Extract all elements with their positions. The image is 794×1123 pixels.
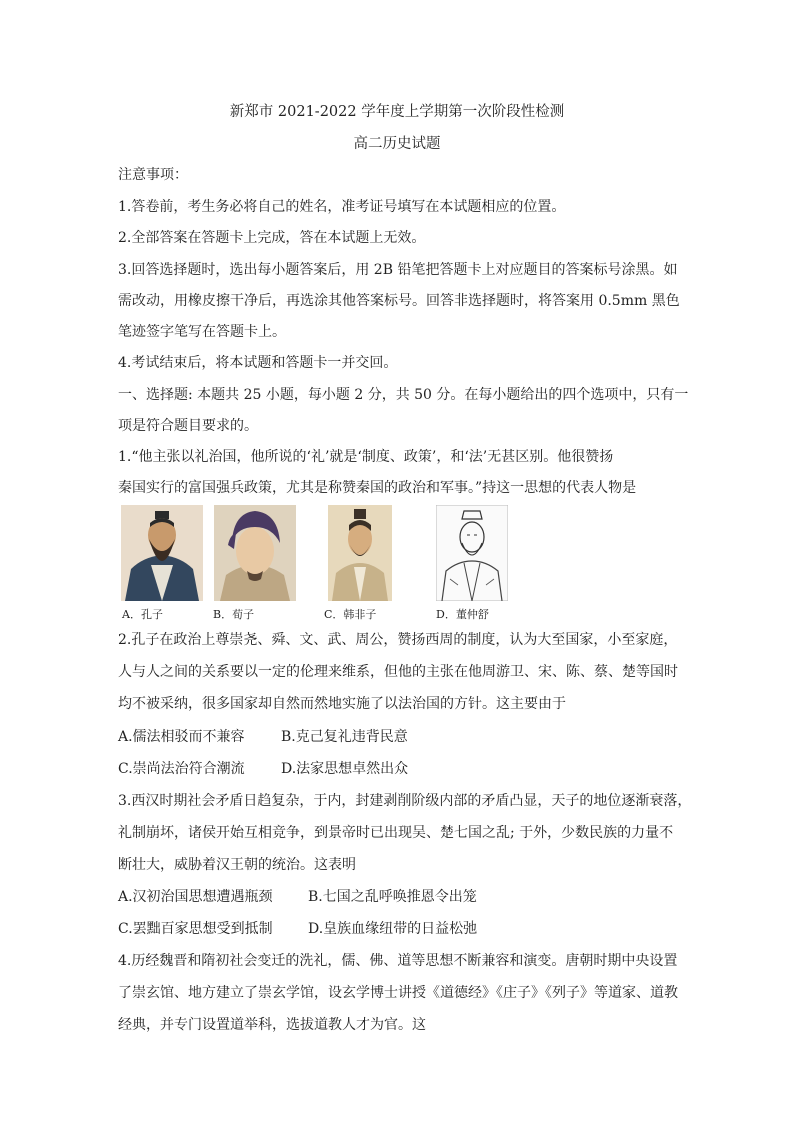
note-line: 4.考试结束后，将本试题和答题卡一并交回。 [118,355,398,371]
notes-heading: 注意事项： [118,167,188,183]
question-1-stem: 秦国实行的富国强兵政策，尤其是称赞秦国的政治和军事。”持这一思想的代表人物是 [118,480,637,496]
option-b-caption: B．荀子 [213,608,255,621]
question-2-stem: 均不被采纳，很多国家却自然而然地实施了以法治国的方针。这主要由于 [118,696,566,712]
portrait-dongzhongshu-image [436,505,508,601]
exam-subtitle: 高二历史试题 [353,136,441,152]
question-3-option-d: D.皇族血缘纽带的日益松弛 [308,921,478,937]
exam-title: 新郑市 2021-2022 学年度上学期第一次阶段性检测 [229,104,565,120]
note-line: 2.全部答案在答题卡上完成，答在本试题上无效。 [118,230,426,246]
question-3-stem: 断壮大，威胁着汉王朝的统治。这表明 [118,857,356,873]
note-line: 需改动，用橡皮擦干净后，再选涂其他答案标号。回答非选择题时，将答案用 0.5mm 黑色 [118,293,680,309]
portrait-confucius-image [121,505,203,601]
question-3-option-b: B.七国之乱呼唤推恩令出笼 [308,889,477,905]
question-4-stem: 经典，并专门设置道举科，选拔道教人才为官。这 [118,1017,426,1033]
question-2-option-a: A.儒法相驳而不兼容 [118,729,245,745]
question-4-stem: 了崇玄馆、地方建立了崇玄学馆，设玄学博士讲授《道德经》《庄子》《列子》等道家、道教 [118,985,678,1001]
question-2-option-d: D.法家思想卓然出众 [281,761,409,777]
question-3-option-c: C.罢黜百家思想受到抵制 [118,921,273,937]
note-line: 3.回答选择题时，选出每小题答案后，用 2B 铅笔把答题卡上对应题目的答案标号涂黑。如 [118,262,678,278]
question-2-option-b: B.克己复礼违背民意 [281,729,408,745]
question-3-option-a: A.汉初治国思想遭遇瓶颈 [118,889,273,905]
question-2-stem: 人与人之间的关系要以一定的伦理来维系，但他的主张在他周游卫、宋、陈、蔡、楚等国时 [118,664,678,680]
question-1-stem: 1.“他主张以礼治国，他所说的‘礼’就是‘制度、政策’，和‘法’无甚区别。他很赞扬 [118,449,614,465]
section-heading: 项是符合题目要求的。 [118,418,258,434]
option-d-caption: D．董仲舒 [436,608,489,621]
question-2-option-c: C.崇尚法治符合潮流 [118,761,245,777]
question-4-stem: 4.历经魏晋和隋初社会变迁的洗礼，儒、佛、道等思想不断兼容和演变。唐朝时期中央设置 [118,953,678,969]
question-3-stem: 3.西汉时期社会矛盾日趋复杂，于内，封建剥削阶级内部的矛盾凸显，天子的地位逐渐衰落， [118,793,692,809]
note-line: 1.答卷前，考生务必将自己的姓名，准考证号填写在本试题相应的位置。 [118,199,566,215]
section-heading: 一、选择题: 本题共 25 小题，每小题 2 分，共 50 分。在每小题给出的四个选项中，只有一 [118,387,689,403]
note-line: 笔迹签字笔写在答题卡上。 [118,324,286,340]
option-a-caption: A．孔子 [122,608,163,621]
option-c-caption: C．韩非子 [324,608,377,621]
question-2-stem: 2.孔子在政治上尊崇尧、舜、文、武、周公，赞扬西周的制度，认为大至国家，小至家庭， [118,632,678,648]
portrait-xunzi-image [214,505,296,601]
portrait-hanfeizi-image [328,505,392,601]
question-3-stem: 礼制崩坏，诸侯开始互相竞争，到景帝时已出现吴、楚七国之乱; 于外，少数民族的力量不 [118,825,674,841]
